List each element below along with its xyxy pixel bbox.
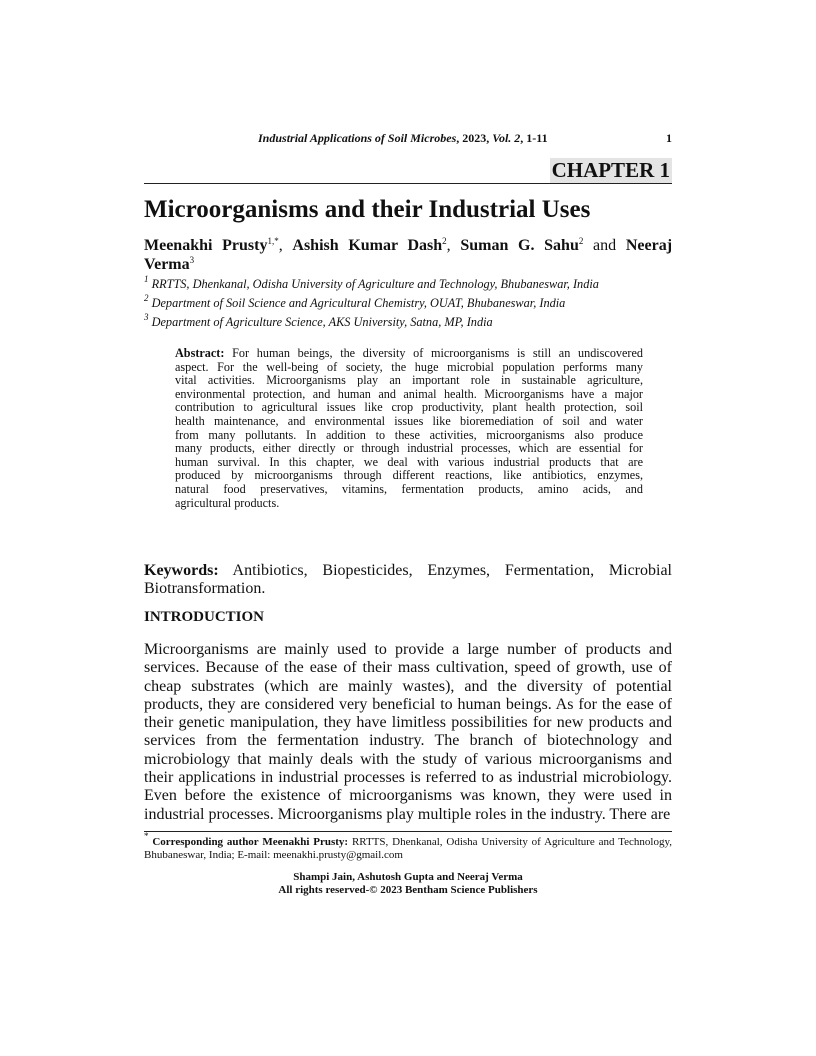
text-line: produced by microorganisms through different reactions, like antibiotics, enzymes, <box>175 468 643 483</box>
text-line: industrial processes. Microorganisms play multiple roles in the industry. There are <box>144 805 671 823</box>
text-line: Abstract: For human beings, the diversity of microorganisms is still an undiscovered <box>175 346 643 360</box>
author-name: Ashish Kumar Dash <box>292 237 443 254</box>
label: Abstract: <box>175 346 225 360</box>
chapter-label: CHAPTER 1 <box>551 158 670 182</box>
footnote: * Corresponding author Meenakhi Prusty: RRTTS, Dhenkanal, Odisha University of Agriculture and Technology, Bhubaneswar, India; E-mail: meenakhi.prusty@gmail.com <box>144 831 672 861</box>
text-line: many products, either directly or through industrial processes, which are essential for <box>175 441 643 456</box>
author-name: Meenakhi Prusty <box>144 237 268 254</box>
text-line: contribution to agricultural issues like crop productivity, plant health protection, soil <box>175 400 643 415</box>
footer <box>144 871 672 897</box>
text-line: agricultural products. <box>175 495 280 510</box>
text-line: Keywords: Antibiotics, Biopesticides, Enzymes, Fermentation, Microbial <box>144 562 672 579</box>
affiliation: $^2$ Department of Soil Science and Agricultural Chemistry, OUAT, Bhubaneswar, India <box>144 293 566 310</box>
author-sup: 2 <box>578 236 584 246</box>
author-sup: 1,* <box>267 236 279 246</box>
author-sup: 3 <box>189 255 195 265</box>
author-name: Suman G. Sahu <box>460 237 579 254</box>
copyright: All rights reserved-© 2023 Bentham Science Publishers <box>278 884 538 896</box>
text-line: Even before the existence of microorganisms was known, they were used in <box>144 787 672 805</box>
label: Keywords: <box>144 562 219 579</box>
text-line: vital activities. Microorganisms play an important role in sustainable agriculture, <box>175 373 643 388</box>
chapter-title: Microorganisms and their Industrial Uses <box>144 196 591 223</box>
affiliation: $^1$ RRTTS, Dhenkanal, Odisha University of Agriculture and Technology, Bhubaneswar, India <box>144 274 599 291</box>
text-line: environmental protection, and human and animal health. Microorganisms have a major <box>175 386 643 401</box>
text-line: health maintenance, and environmental issues like bioremediation of soil and water <box>175 413 643 428</box>
text-line: human survival. In this chapter, we deal with various industrial products that are <box>175 454 643 469</box>
author-name: Neeraj <box>625 237 673 254</box>
text-line: services. Because of the ease of their mass cultivation, speed of growth, use of <box>144 659 672 677</box>
author-list: Meenakhi Prusty$^{1,*}$, Ashish Kumar Dash$^2$, Suman G. Sahu$^2$ and Neeraj Verma$^3$ <box>144 236 673 273</box>
text-line: Biotransformation. <box>144 580 266 597</box>
author-sup: 2 <box>442 236 447 246</box>
text-line: cheap substrates (which are mainly wastes), and the diversity of potential <box>144 677 672 695</box>
text-line: aspect. For the well-being of society, the huge microbial population performs many <box>175 359 643 374</box>
author-and: and <box>593 237 617 254</box>
text-line: natural food preservatives, vitamins, fermentation products, amino acids, and <box>175 481 643 496</box>
text-line: services from the fermentation industry. The branch of biotechnology and <box>144 732 672 750</box>
introduction-body <box>144 641 672 824</box>
section-heading-introduction: INTRODUCTION <box>144 609 265 625</box>
text-line: products, they are considered very beneficial to human beings. As for the ease of <box>144 695 672 713</box>
abstract <box>175 347 643 510</box>
running-head-citation: Industrial Applications of Soil Microbes, 2023, Vol. 2, 1-11 <box>258 131 548 145</box>
page-number: 1 <box>666 131 672 145</box>
text-line: from many pollutants. In addition to these activities, microorganisms also produce <box>175 427 643 442</box>
text-line: their genetic manipulation, they have limitless possibilities for new products and <box>144 714 672 732</box>
author-name: Verma <box>144 256 190 273</box>
footnote-rule <box>144 831 672 832</box>
text-line: Microorganisms are mainly used to provide a large number of products and <box>144 641 672 658</box>
text-line: microbiology that mainly deals with the study of various microorganisms and <box>144 750 672 768</box>
affiliation: $^3$ Department of Agriculture Science, AKS University, Satna, MP, India <box>144 312 493 329</box>
text-line: their applications in industrial processes is referred to as industrial microbiology. <box>144 769 672 787</box>
keywords <box>144 562 672 598</box>
header-rule <box>144 183 672 184</box>
editors: Shampi Jain, Ashutosh Gupta and Neeraj Verma <box>293 871 523 883</box>
